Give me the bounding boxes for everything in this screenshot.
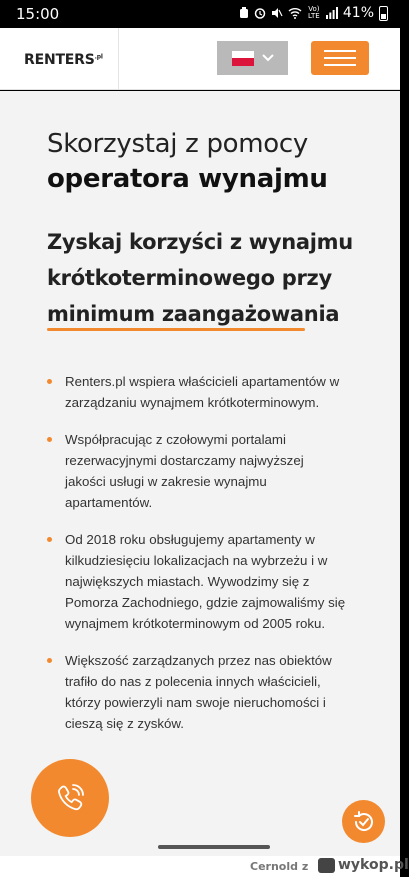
header-divider	[118, 28, 119, 90]
chevron-down-icon	[262, 54, 274, 62]
list-item: Współpracując z czołowymi portalami rezerwacyjnymi dostarczamy najwyższej jakości usługi w zakresie wynajmu apartamentów.	[47, 429, 347, 513]
watermark-site: wykop.pl	[338, 857, 409, 873]
signal-icon	[326, 7, 338, 19]
battery-icon	[379, 6, 388, 21]
mute-icon	[271, 7, 283, 19]
heading-line-1: Skorzystaj z pomocy	[47, 129, 308, 159]
status-icons	[239, 5, 388, 21]
logo-suffix: .pl	[94, 53, 103, 61]
history-check-button[interactable]	[342, 800, 385, 843]
home-indicator[interactable]	[158, 845, 270, 849]
benefits-list	[47, 371, 347, 750]
watermark-user: Cernold z	[250, 860, 309, 873]
hamburger-menu-button[interactable]	[311, 41, 369, 75]
subheading-line-1: Zyskaj korzyści z wynajmu	[47, 230, 353, 254]
status-bar	[0, 0, 400, 28]
list-item: Renters.pl wspiera właścicieli apartamentów w zarządzaniu wynajmem krótkoterminowym.	[47, 371, 347, 413]
list-item: Większość zarządzanych przez nas obiektów trafiło do nas z polecenia innych właścicieli, którzy powierzyli nam swoje nieruchomości i cieszą się z zysków.	[47, 650, 347, 734]
renters-logo[interactable]	[24, 52, 103, 68]
language-selector-button[interactable]	[217, 41, 288, 75]
subheading-line-3: minimum zaangażowania	[47, 302, 340, 326]
wykop-icon	[318, 858, 335, 873]
notification-icon	[239, 7, 249, 19]
site-header	[0, 28, 400, 90]
poland-flag-icon	[232, 51, 254, 66]
main-content	[0, 91, 400, 856]
watermark-bar	[0, 856, 409, 877]
subheading-line-2: krótkoterminowego przy	[47, 266, 332, 290]
wifi-icon	[288, 7, 302, 19]
network-label: Vo) LTE	[308, 5, 320, 20]
heading-line-2: operatora wynajmu	[47, 164, 328, 194]
logo-text: RENTERS	[24, 52, 95, 68]
battery-percent: 41%	[342, 5, 374, 21]
list-item: Od 2018 roku obsługujemy apartamenty w kilkudziesięciu lokalizacjach na wybrzeżu i w największych miastach. Wywodzimy się z Pomorza Zachodniego, gdzie zajmowaliśmy się wynajmem krótkoterminowym od 2005 roku.	[47, 529, 347, 634]
alarm-icon	[254, 7, 266, 19]
phone-icon	[53, 781, 87, 815]
status-time: 15:00	[16, 5, 60, 23]
wykop-logo	[318, 857, 409, 873]
clock-check-icon	[350, 808, 378, 836]
call-button[interactable]	[31, 759, 109, 837]
accent-underline	[47, 328, 305, 331]
